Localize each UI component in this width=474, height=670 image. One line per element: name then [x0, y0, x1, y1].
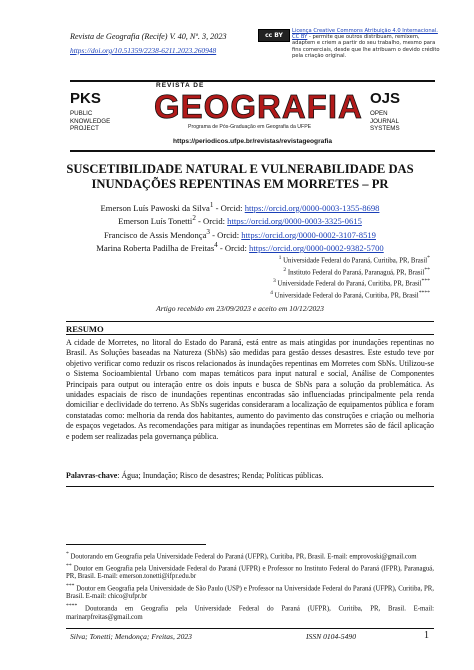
affiliation-text: Universidade Federal do Paraná, Curitiba, PR, Brasil: [281, 257, 428, 265]
footnote: [66, 582, 434, 602]
affiliation-line: [215, 266, 430, 278]
orcid-link[interactable]: https://orcid.org/0000-0003-1355-8698: [244, 202, 380, 213]
affiliation-text: Universidade Federal do Paraná, Curitiba, PR, Brasil: [272, 292, 419, 300]
author-list: [60, 200, 420, 253]
divider: [66, 334, 434, 335]
affiliation-sup: 1: [278, 255, 282, 261]
page-number: 1: [424, 630, 429, 641]
keywords: [66, 471, 434, 480]
footnote: [66, 550, 434, 562]
journal-banner: [70, 80, 435, 152]
keywords-values: : Água; Inundação; Risco de desastres; Renda; Políticas públicas.: [117, 471, 324, 480]
orcid-label: - Orcid:: [195, 216, 228, 227]
author-sup: 3: [206, 227, 210, 236]
license-link[interactable]: Licença Creative Commons Atribuição 4.0 Internacional. CC BY: [292, 28, 438, 41]
ojs-sub-line: SYSTEMS: [370, 125, 400, 133]
affiliation-sup: 2: [283, 266, 287, 273]
article-title: SUSCETIBILIDADE NATURAL E VULNERABILIDADE DAS INUNDAÇÕES REPENTINAS EM MORRETES – PR: [66, 162, 414, 191]
author-sup: 4: [214, 241, 218, 250]
author-line: [60, 227, 420, 240]
affiliation-mark: ****: [418, 290, 430, 297]
orcid-label: - Orcid:: [213, 202, 245, 213]
affiliation-mark: *: [427, 255, 430, 261]
received-accepted-dates: Artigo recebido em 23/09/2023 e aceito em 10/12/2023: [156, 304, 324, 313]
orcid-link[interactable]: https://orcid.org/0000-0002-3107-8519: [241, 229, 376, 240]
footer-rule: [66, 628, 434, 629]
footnote-text: Doutor em Geografia pela Universidade Federal do Paraná (UFPR) e Professor no Instituto Federal do Paraná (IFPR), Paranaguá, PR, Brasil. E-mail: emerson.tonetti@ifpr.edu.br: [66, 564, 434, 581]
license-notice: [292, 28, 440, 59]
affiliation-sup: 4: [270, 290, 273, 297]
program-label: Programa de Pós-Graduação em Geografia da UFPE: [188, 124, 312, 130]
footnote-text: Doutor em Geografia pela Universidade de São Paulo (USP) e Professor na Universidade Federal do Paraná (UFPR), Curitiba, PR, Brasil. E-mail: chico@ufpr.br: [66, 585, 434, 601]
pks-sub-line: PUBLIC: [70, 110, 93, 117]
footnote-mark: ***: [66, 582, 75, 589]
footnote-rule: [66, 544, 206, 545]
author-name: Marina Roberta Padilha de Freitas: [96, 242, 215, 253]
ojs-sub-line: JOURNAL: [370, 117, 399, 125]
footnote-text: Doutoranda em Geografia pela Universidade Federal do Paraná (UFPR), Curitiba, PR, Brasil. E-mail: marinarpfreitas@gmail.com: [66, 605, 434, 621]
author-name: Emerson Luís Pawoski da Silva: [100, 202, 210, 213]
author-name: Emerson Luís Tonetti: [118, 216, 193, 227]
pks-logo: PKS: [70, 90, 101, 107]
revista-de-label: REVISTA DE: [156, 82, 205, 89]
affiliation-mark: ***: [421, 278, 430, 285]
license-text: - permite que outros distribuam, remixem, adaptem e criem a partir do seu trabalho, mesmo para fins comerciais, desde que lhe atribuam o devido crédito pela criação original.: [292, 34, 440, 59]
footnote-mark: ****: [66, 602, 78, 609]
ojs-subtitle: [370, 110, 400, 133]
affiliation-list: [215, 254, 430, 301]
keywords-label: Palavras-chave: [66, 471, 118, 480]
journal-citation: Revista de Geografia (Recife) V. 40, Nº. 3, 2023: [70, 32, 227, 41]
footnote: [66, 602, 434, 622]
pks-sub-line: PROJECT: [70, 125, 99, 133]
orcid-link[interactable]: https://orcid.org/0000-0003-3325-0615: [227, 216, 362, 227]
author-line: [60, 213, 420, 226]
ojs-logo: OJS: [370, 90, 401, 107]
ojs-sub-line: OPEN: [370, 110, 388, 117]
author-sup: 2: [192, 214, 196, 223]
abstract-heading: RESUMO: [66, 324, 104, 334]
footer-authors: Silva; Tonetti; Mendonça; Freitas, 2023: [70, 632, 192, 641]
affiliation-text: Universidade Federal do Paraná, Curitiba, PR, Brasil: [275, 280, 422, 288]
author-line: [60, 200, 420, 213]
geografia-logo: GEOGRAFIA: [154, 88, 363, 125]
doi-link[interactable]: https://doi.org/10.51359/2238-6211.2023.260948: [70, 46, 217, 55]
divider: [66, 321, 434, 322]
abstract-text: A cidade de Morretes, no litoral do Estado do Paraná, está entre as mais atingidas por inundações repentinas no Brasil. As Soluções baseadas na Natureza (SbNs) são medidas para gestão desses desastres. Este estudo teve por objetivo verificar como reduzir os riscos relacionados às inundações repentinas em Morretes com SbNs. Utilizou-se o Sistema Socioambiental Urbano com mapas temáticos para input natural e social, Análise de Componentes Principais para output ou interação entre os dois inputs e busca de SbNs para a solução da problemática. As unidades espaciais de risco de inundações repentinas encontradas são influenciadas principalmente pela renda domiciliar e declividade do terreno. As SbNs sugeridas consideraram a localização de equipamentos pública e foram constatadas como: melhoria da renda dos habitantes, aumento do pavimento das construções e criação ou melhoria de espaços vegetados. As recomendações para mitigar as inundações repentinas em Morretes são de fácil aplicação e podem ser realizadas pela governança pública.: [66, 338, 434, 441]
footnote: [66, 562, 434, 582]
pks-subtitle: [70, 110, 110, 133]
footnote-mark: **: [66, 562, 72, 569]
cc-license-badge[interactable]: [258, 29, 290, 42]
orcid-label: - Orcid:: [209, 229, 242, 240]
author-line: [60, 240, 420, 253]
pks-sub-line: KNOWLEDGE: [70, 117, 111, 125]
footnote-mark: *: [66, 551, 69, 557]
journal-url[interactable]: https://periodicos.ufpe.br/revistas/revistageografia: [172, 138, 333, 145]
footer-issn: ISSN 0104-5490: [306, 632, 356, 641]
affiliation-line: [215, 277, 430, 289]
affiliation-mark: **: [424, 266, 430, 273]
orcid-label: - Orcid:: [217, 242, 250, 253]
orcid-link[interactable]: https://orcid.org/0000-0002-9382-5700: [249, 242, 384, 253]
divider: [66, 486, 434, 487]
footnote-text: Doutorando em Geografia pela Universidade Federal do Paraná (UFPR), Curitiba, PR, Brasil. E-mail: emprovoski@gmail.com: [68, 553, 417, 561]
affiliation-sup: 3: [272, 278, 276, 285]
affiliation-text: Instituto Federal do Paraná, Paranaguá, PR, Brasil: [286, 268, 425, 276]
author-sup: 1: [209, 201, 214, 209]
affiliation-line: [215, 254, 430, 266]
affiliation-line: [215, 289, 430, 301]
cc-badge-label: cc BY: [265, 32, 283, 39]
author-name: Francisco de Assis Mendonça: [104, 229, 207, 240]
footnotes: [66, 550, 434, 622]
